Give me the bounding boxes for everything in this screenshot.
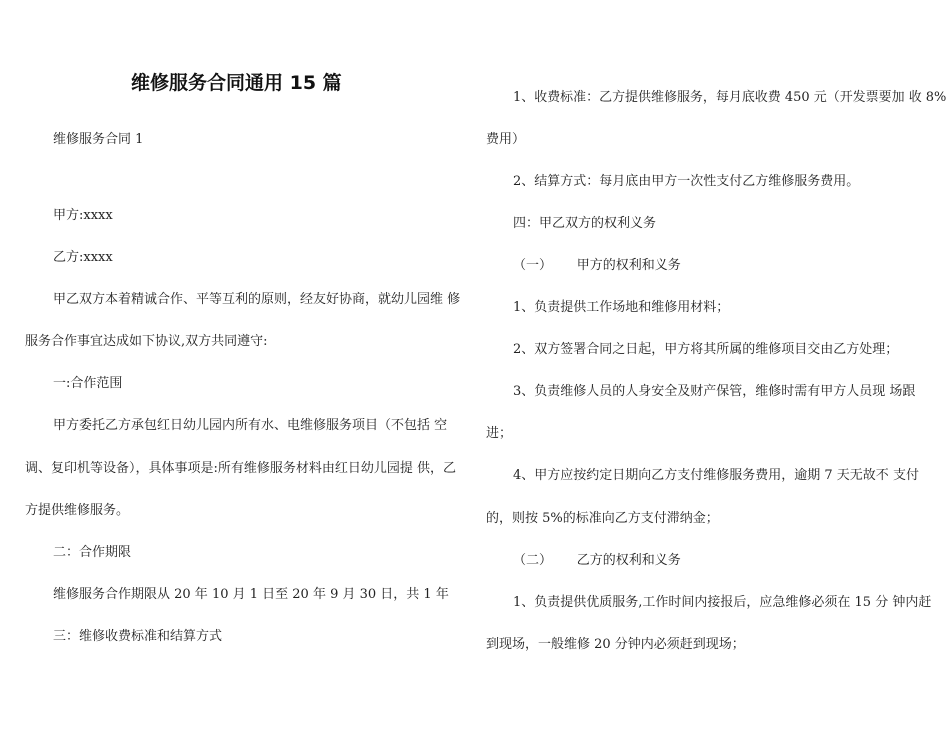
section-1-line-1: 甲方委托乙方承包红日幼儿园内所有水、电维修服务项目（不包括 空 [53,418,448,433]
fee-standard-line-2: 费用） [486,132,526,147]
intro-paragraph-line-1: 甲乙双方本着精诚合作、平等互利的原则，经友好协商，就幼儿园维 修 [53,292,461,307]
party-b-line: 乙方:xxxx [53,250,113,265]
section-2-line-1: 维修服务合作期限从 20 年 10 月 1 日至 20 年 9 月 30 日，共 1 年 [53,587,449,602]
intro-paragraph-line-2: 服务合作事宜达成如下协议,双方共同遵守: [25,334,268,349]
party-a-rights-title: （一） 甲方的权利和义务 [513,258,681,273]
section-1-line-2: 调、复印机等设备），具体事项是:所有维修服务材料由红日幼儿园提 供，乙 [25,461,457,476]
party-b-item-1-line-2: 到现场，一般维修 20 分钟内必须赶到现场； [486,637,745,652]
party-a-item-2: 2、双方签署合同之日起，甲方将其所属的维修项目交由乙方处理； [513,342,899,357]
party-b-item-1-line-1: 1、负责提供优质服务,工作时间内接报后，应急维修必须在 15 分 钟内赶 [513,595,932,610]
section-3-title: 三：维修收费标准和结算方式 [53,629,223,644]
settlement-line: 2、结算方式：每月底由甲方一次性支付乙方维修服务费用。 [513,174,860,189]
party-a-item-3-line-1: 3、负责维修人员的人身安全及财产保管，维修时需有甲方人员现 场跟 [513,384,916,399]
section-1-line-3: 方提供维修服务。 [25,503,130,518]
party-b-rights-title: （二） 乙方的权利和义务 [513,553,681,568]
section-2-title: 二：合作期限 [53,545,132,560]
contract-heading: 维修服务合同 1 [53,132,144,147]
fee-standard-line-1: 1、收费标准：乙方提供维修服务，每月底收费 450 元（开发票要加 收 8% [513,90,947,105]
section-1-title: 一:合作范围 [53,376,123,391]
party-a-line: 甲方:xxxx [53,208,113,223]
party-a-item-3-line-2: 进； [486,426,513,441]
document-title: 维修服务合同通用 15 篇 [131,72,342,94]
section-4-title: 四：甲乙双方的权利义务 [513,216,657,231]
party-a-item-4-line-2: 的，则按 5%的标准向乙方支付滞纳金； [486,511,719,526]
party-a-item-1: 1、负责提供工作场地和维修用材料； [513,300,730,315]
party-a-item-4-line-1: 4、甲方应按约定日期向乙方支付维修服务费用，逾期 7 天无故不 支付 [513,468,919,483]
